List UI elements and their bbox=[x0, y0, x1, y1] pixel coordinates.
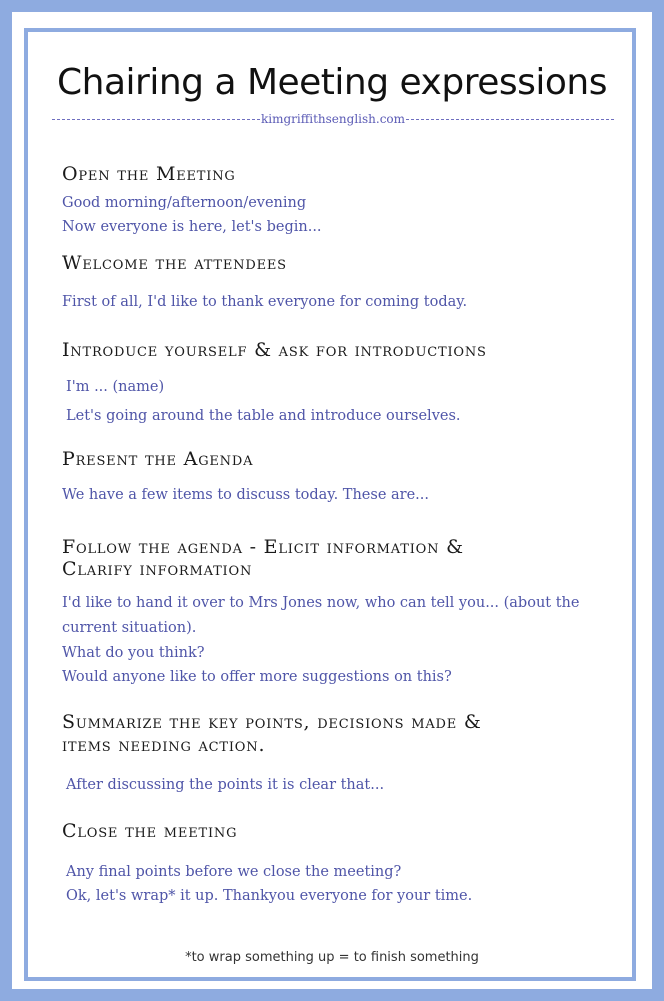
phrase-line: Ok, let's wrap* it up. Thankyou everyone for your time. bbox=[66, 888, 473, 904]
phrase-line: I'm ... (name) bbox=[66, 379, 165, 395]
phrase-line: We have a few items to discuss today. These are... bbox=[62, 487, 429, 503]
phrase-line: First of all, I'd like to thank everyone for coming today. bbox=[62, 294, 468, 310]
page-title: Chairing a Meeting expressions bbox=[57, 62, 607, 103]
phrase-line: After discussing the points it is clear that... bbox=[66, 777, 385, 793]
divider-dash-right bbox=[406, 119, 614, 120]
section-heading-open-meeting: Open the Meeting bbox=[62, 163, 236, 185]
section-heading-close: Close the meeting bbox=[62, 820, 238, 842]
section-heading-welcome: Welcome the attendees bbox=[62, 252, 287, 274]
section-heading-agenda: Present the Agenda bbox=[62, 448, 254, 470]
phrase-line: Let's going around the table and introduce ourselves. bbox=[66, 408, 461, 424]
section-heading-introduce: Introduce yourself & ask for introductions bbox=[62, 339, 487, 361]
phrase-line: I'd like to hand it over to Mrs Jones now, who can tell you... (about the bbox=[62, 595, 580, 611]
section-heading-summarize-cont: items needing action. bbox=[62, 734, 266, 756]
phrase-line: current situation). bbox=[62, 620, 197, 636]
website-label: kimgriffithsenglish.com bbox=[260, 112, 406, 126]
section-heading-summarize: Summarize the key points, decisions made & bbox=[62, 711, 482, 733]
phrase-line: Now everyone is here, let's begin... bbox=[62, 219, 322, 235]
section-heading-follow-agenda-cont: Clarify information bbox=[62, 558, 253, 580]
section-heading-follow-agenda: Follow the agenda - Elicit information & bbox=[62, 536, 464, 558]
phrase-line: Any final points before we close the meeting? bbox=[66, 864, 402, 880]
footnote: *to wrap something up = to finish something bbox=[185, 950, 479, 965]
phrase-line: What do you think? bbox=[62, 645, 205, 661]
website-divider bbox=[52, 112, 614, 126]
phrase-line: Good morning/afternoon/evening bbox=[62, 195, 307, 211]
divider-dash-left bbox=[52, 119, 260, 120]
phrase-line: Would anyone like to offer more suggestions on this? bbox=[62, 669, 452, 685]
